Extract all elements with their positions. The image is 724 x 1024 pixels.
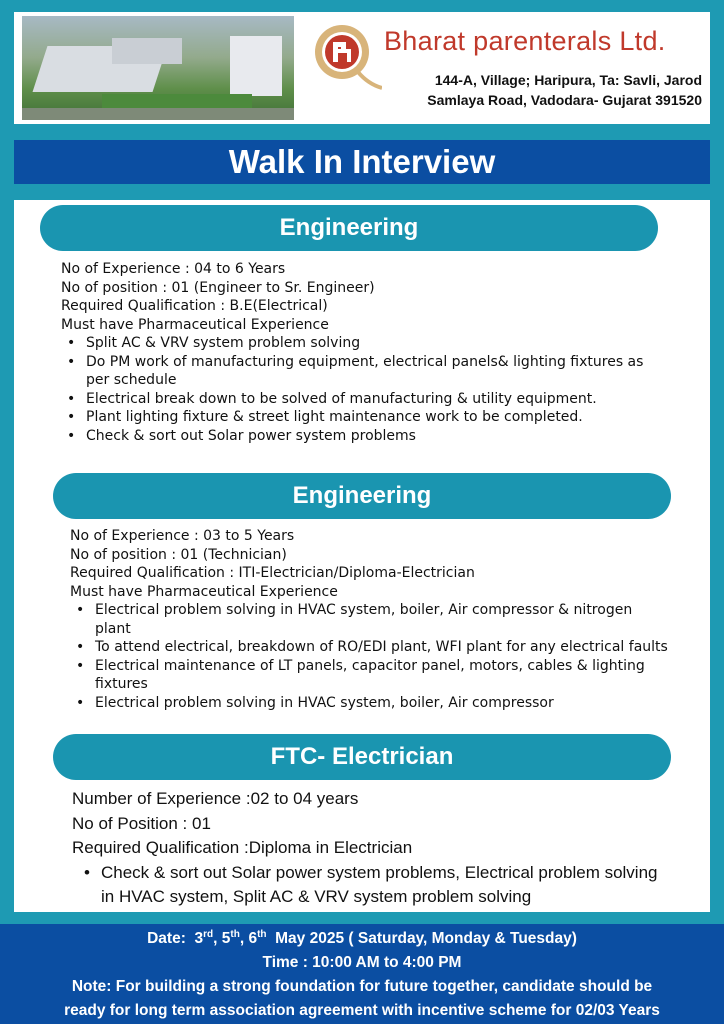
- date-suffix: th: [230, 928, 240, 940]
- job-section-3: [72, 787, 672, 910]
- factory-photo: [22, 16, 294, 120]
- list-item: • Plant lighting fixture & street light maintenance work to be completed.: [61, 408, 661, 427]
- detail-line: Must have Pharmaceutical Experience: [61, 316, 329, 333]
- factory-building: [230, 36, 282, 96]
- list-item: • Do PM work of manufacturing equipment, electrical panels& lighting fixtures as per schedule: [61, 353, 661, 390]
- detail-line: Required Qualification : ITI-Electrician/Diploma-Electrician: [70, 565, 475, 581]
- header: [14, 12, 710, 124]
- detail-line: No of position : 01 (Technician): [70, 546, 287, 563]
- detail-line: No of Position : 01: [72, 813, 211, 833]
- factory-building: [112, 38, 182, 64]
- date-label: Date:: [147, 930, 186, 947]
- detail-line: Number of Experience :02 to 04 years: [72, 789, 359, 808]
- note-line: Note: For building a strong foundation for future together, candidate should be: [71, 978, 653, 995]
- requirement-list: [61, 334, 661, 445]
- job-listings: [14, 200, 710, 912]
- company-address: [394, 70, 702, 110]
- detail-line: No of Experience : 04 to 6 Years: [61, 261, 286, 277]
- address-line: 144-A, Village; Haripura, Ta: Savli, Jarod: [434, 72, 702, 88]
- date-suffix: th: [257, 928, 267, 940]
- job-section-2: [70, 527, 670, 712]
- address-line: Samlaya Road, Vadodara- Gujarat 391520: [427, 92, 702, 108]
- date-suffix: rd: [203, 928, 214, 940]
- road: [22, 108, 294, 120]
- list-item: • Split AC & VRV system problem solving: [61, 334, 661, 353]
- list-item: • Electrical problem solving in HVAC system, boiler, Air compressor & nitrogen plant: [70, 601, 670, 638]
- detail-line: Required Qualification :Diploma in Electrician: [72, 838, 413, 857]
- list-item: • To attend electrical, breakdown of RO/EDI plant, WFI plant for any electrical faults: [70, 638, 670, 657]
- date-day: 6: [248, 930, 258, 947]
- list-item: • Check & sort out Solar power system problems: [61, 427, 661, 446]
- date-day: 5: [221, 930, 231, 947]
- bp-emblem-icon: [310, 20, 382, 92]
- interview-time: Time : 10:00 AM to 4:00 PM: [262, 954, 462, 971]
- list-item: • Check & sort out Solar power system problems, Electrical problem solving in HVAC system, Split AC & VRV system problem solving: [72, 861, 672, 910]
- requirement-list: [72, 861, 672, 910]
- detail-line: Required Qualification : B.E(Electrical): [61, 298, 328, 314]
- section-heading: Engineering: [40, 205, 658, 251]
- date-text: May 2025 ( Saturday, Monday & Tuesday): [275, 930, 577, 947]
- interview-dates: Date: 3rd, 5th, 6th May 2025 ( Saturday, Monday & Tuesday): [147, 928, 577, 947]
- note-line: ready for long term association agreement with incentive scheme for 02/03 Years: [64, 1002, 660, 1019]
- page-title: Walk In Interview: [14, 140, 710, 184]
- company-name: Bharat parenterals Ltd.: [384, 26, 666, 56]
- detail-line: No of Experience : 03 to 5 Years: [70, 528, 295, 544]
- list-item: • Electrical maintenance of LT panels, capacitor panel, motors, cables & lighting fixtures: [70, 657, 670, 694]
- list-item: • Electrical break down to be solved of manufacturing & utility equipment.: [61, 390, 661, 409]
- list-item: • Electrical problem solving in HVAC system, boiler, Air compressor: [70, 694, 670, 713]
- section-heading: Engineering: [53, 473, 671, 519]
- detail-line: Must have Pharmaceutical Experience: [70, 583, 338, 600]
- section-heading: FTC- Electrician: [53, 734, 671, 780]
- requirement-list: [70, 601, 670, 712]
- footer: [0, 924, 724, 1024]
- detail-line: No of position : 01 (Engineer to Sr. Engineer): [61, 279, 375, 296]
- date-day: 3: [194, 930, 204, 947]
- job-section-1: [61, 260, 661, 445]
